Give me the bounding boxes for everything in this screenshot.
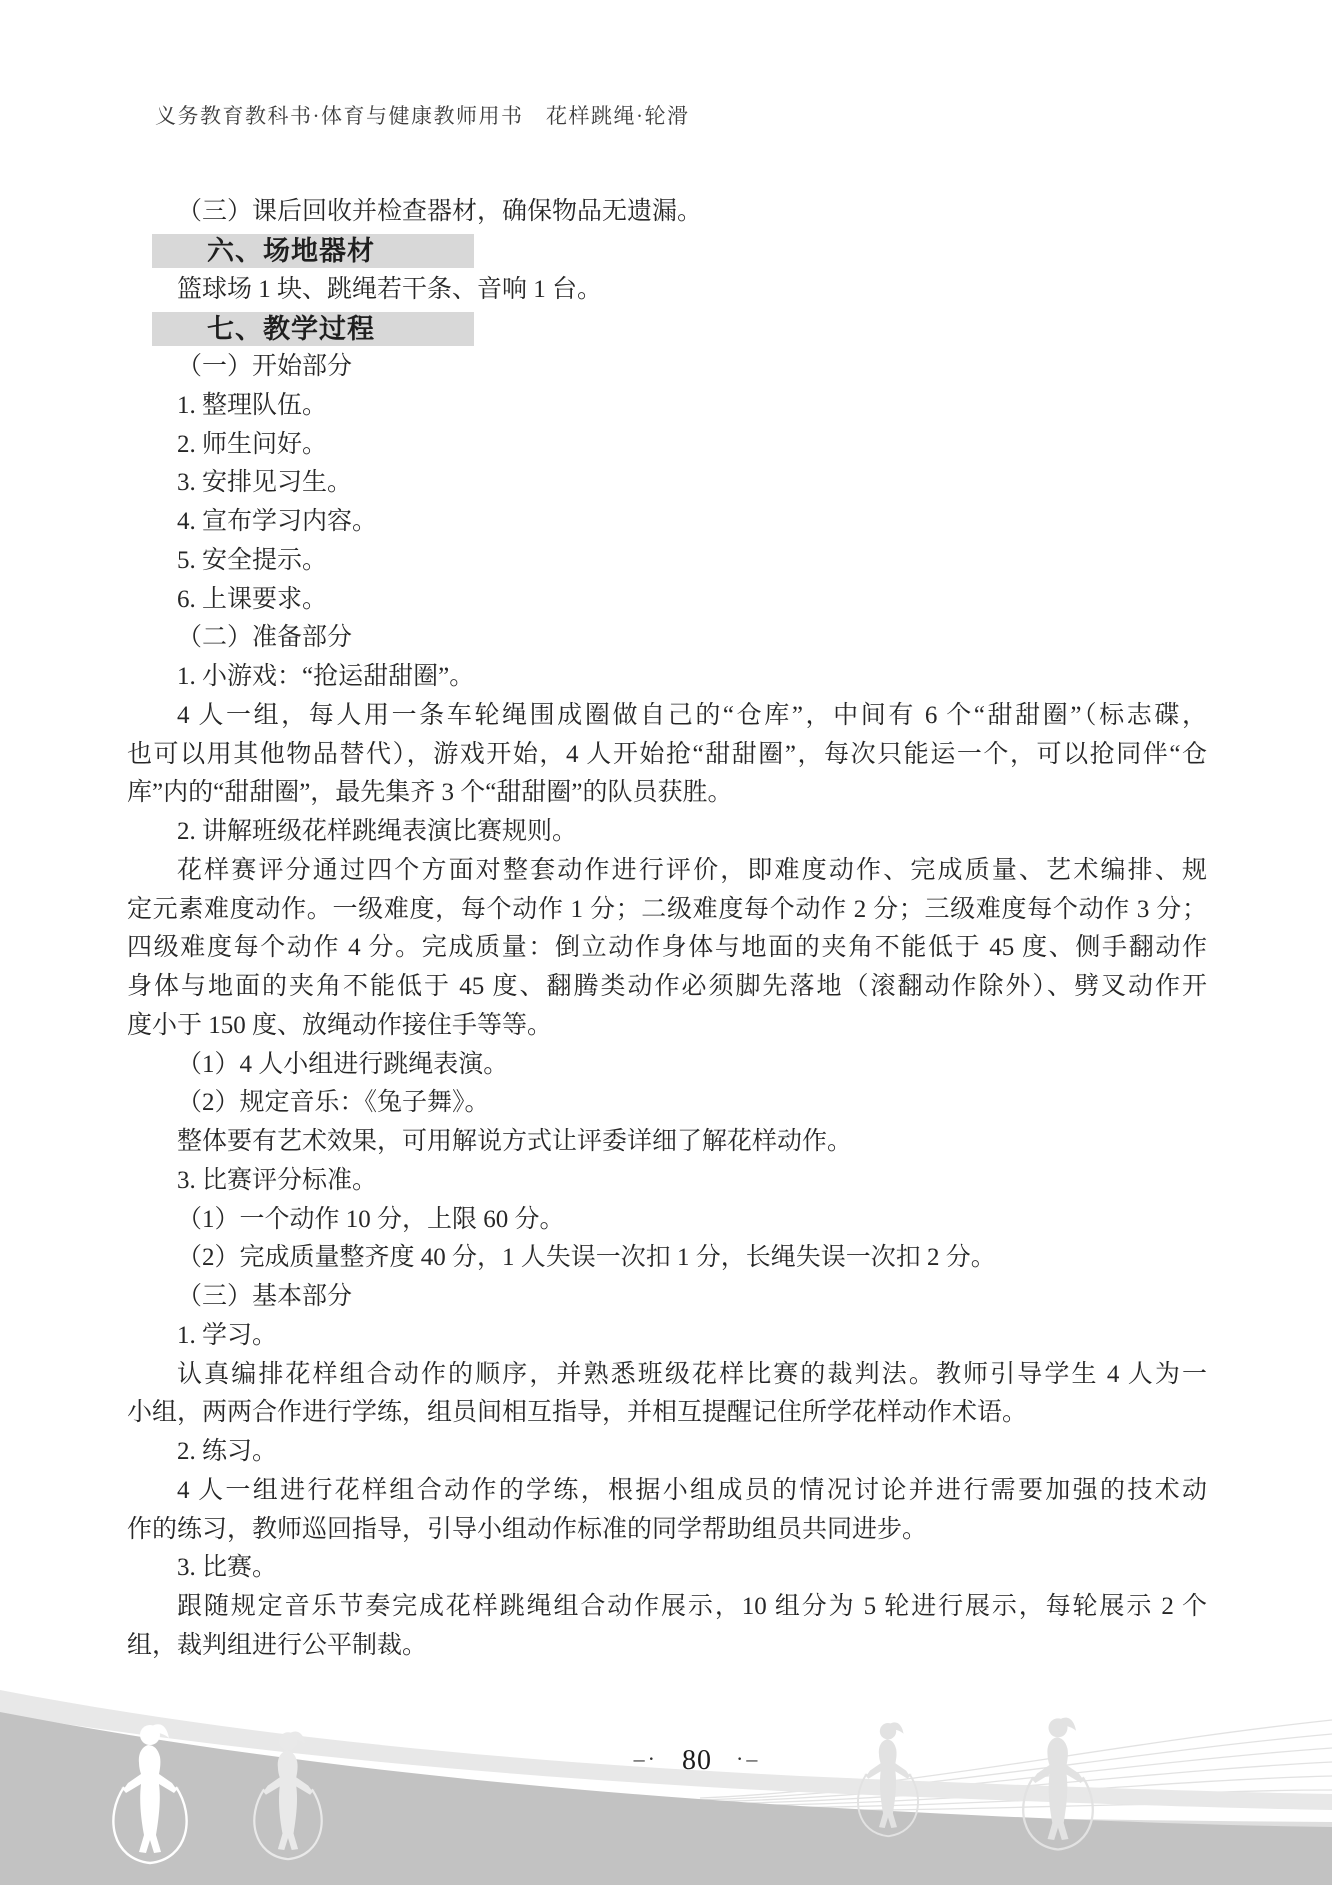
- text-line: 2. 练习。: [177, 1438, 278, 1465]
- text-line: 花样赛评分通过四个方面对整套动作进行评价，即难度动作、完成质量、艺术编排、规: [177, 856, 1207, 884]
- text-line: 整体要有艺术效果，可用解说方式让评委详细了解花样动作。: [177, 1128, 853, 1155]
- text-line: 四级难度每个动作 4 分。完成质量：倒立动作身体与地面的夹角不能低于 45 度、侧手翻动作: [127, 934, 1207, 962]
- text-line: 1. 小游戏：“抢运甜甜圈”。: [177, 663, 475, 690]
- text-line: 度小于 150 度、放绳动作接住手等等。: [127, 1011, 553, 1039]
- section-heading: 七、教学过程: [152, 312, 474, 346]
- text-line: （2）规定音乐：《兔子舞》。: [177, 1089, 490, 1117]
- text-line: （1）一个动作 10 分，上限 60 分。: [177, 1205, 565, 1233]
- text-line: 定元素难度动作。一级难度，每个动作 1 分；二级难度每个动作 2 分；三级难度每个动作 3 分；: [127, 895, 1207, 923]
- text-line: 认真编排花样组合动作的顺序，并熟悉班级花样比赛的裁判法。教师引导学生 4 人为一: [177, 1360, 1207, 1388]
- section-heading: 六、场地器材: [152, 234, 474, 268]
- section-heading-row: [127, 232, 1207, 271]
- text-line: 1. 学习。: [177, 1321, 278, 1349]
- text-line: 3. 安排见习生。: [177, 469, 353, 497]
- text-line: （2）完成质量整齐度 40 分，1 人失误一次扣 1 分，长绳失误一次扣 2 分。: [177, 1244, 996, 1272]
- page-number: 80: [682, 1745, 712, 1776]
- text-line: 4 人一组进行花样组合动作的学练，根据小组成员的情况讨论并进行需要加强的技术动: [177, 1476, 1207, 1504]
- section-heading-row: [127, 309, 1207, 348]
- text-line: 作的练习，教师巡回指导，引导小组动作标准的同学帮助组员共同进步。: [127, 1515, 928, 1543]
- text-line: （三）课后回收并检查器材，确保物品无遗漏。: [177, 198, 703, 225]
- content-area: [127, 193, 1207, 1666]
- text-line: 1. 整理队伍。: [177, 391, 328, 419]
- running-header: 义务教育教科书·体育与健康教师用书 花样跳绳·轮滑: [155, 104, 690, 128]
- text-line: 2. 讲解班级花样跳绳表演比赛规则。: [177, 818, 578, 845]
- text-line: 4. 宣布学习内容。: [177, 508, 378, 535]
- text-line: 5. 安全提示。: [177, 546, 328, 574]
- text-line: 组，裁判组进行公平制裁。: [127, 1631, 428, 1659]
- page-footer: [0, 1745, 1332, 1777]
- text-line: 跟随规定音乐节奏完成花样跳绳组合动作展示，10 组分为 5 轮进行展示，每轮展示 2 个: [177, 1593, 1207, 1620]
- text-line: 也可以用其他物品替代），游戏开始，4 人开始抢“甜甜圈”，每次只能运一个，可以抢同伴“仓: [127, 740, 1207, 768]
- text-line: 6. 上课要求。: [177, 585, 328, 613]
- footer-ornament-right: ·–: [736, 1746, 761, 1771]
- text-line: 4 人一组，每人用一条车轮绳围成圈做自己的“仓库”，中间有 6 个“甜甜圈”（标志碟，: [177, 701, 1207, 729]
- text-line: （一）开始部分: [177, 353, 353, 380]
- text-line: 身体与地面的夹角不能低于 45 度、翻腾类动作必须脚先落地（滚翻动作除外）、劈叉动作开: [127, 973, 1207, 1000]
- text-line: （1）4 人小组进行跳绳表演。: [177, 1050, 509, 1078]
- text-line: （三）基本部分: [177, 1283, 353, 1310]
- footer-ornament-left: –·: [633, 1746, 658, 1771]
- text-line: 篮球场 1 块、跳绳若干条、音响 1 台。: [177, 275, 603, 303]
- text-line: （二）准备部分: [177, 624, 353, 652]
- text-line: 3. 比赛评分标准。: [177, 1166, 378, 1194]
- text-line: 小组，两两合作进行学练，组员间相互指导，并相互提醒记住所学花样动作术语。: [127, 1399, 1028, 1427]
- text-line: 2. 师生问好。: [177, 430, 328, 458]
- text-line: 库”内的“甜甜圈”，最先集齐 3 个“甜甜圈”的队员获胜。: [127, 779, 733, 807]
- text-line: 3. 比赛。: [177, 1554, 278, 1582]
